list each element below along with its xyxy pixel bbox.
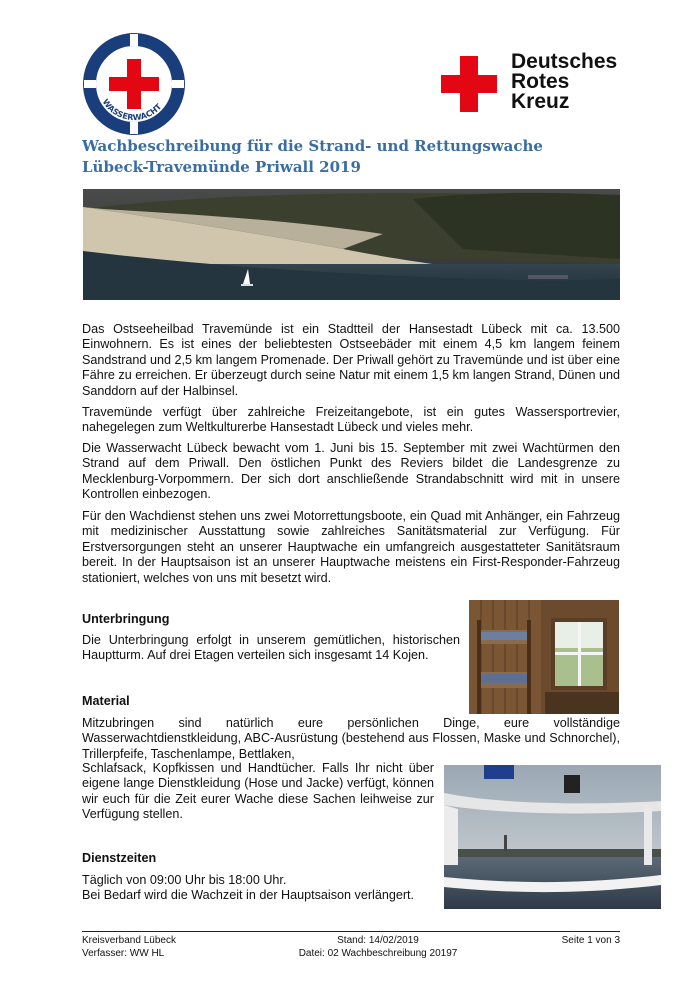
dienstzeiten-line-2: Bei Bedarf wird die Wachzeit in der Hauptsaison verlängert.	[82, 888, 415, 903]
unterbringung-text: Die Unterbringung erfolgt in unserem gemütlichen, historischen Hauptturm. Auf drei Etagen verteilen sich insgesamt 14 Kojen.	[82, 633, 460, 663]
material-text-2: Schlafsack, Kopfkissen und Handtücher. Falls Ihr nicht über eigene lange Dienstkleidung (Hose und Jacke) verfügt, können wir euch für die Zeit eurer Wache diese Sachen leihweise zur Verfügung stellen.	[82, 761, 434, 822]
drk-logo-text	[511, 52, 617, 112]
equipment-paragraph: Für den Wachdienst stehen uns zwei Motorrettungsboote, ein Quad mit Anhänger, ein Fahrzeug mit medizinischer Ausstattung sowie zahlreiches Sanitätsmaterial zur Verfügung. Für Erstversorgungen steht an unserer Hauptwache ein umfangreich ausgestatteter Sanitätsraum bereit. In der Hauptsaison ist an unserer Hauptwache meistens ein First-Responder-Fahrzeug stationiert, welches von uns mit besetzt wird.	[82, 509, 620, 585]
footer-page-number: Seite 1 von 3	[561, 935, 620, 946]
footer-middle	[268, 934, 488, 960]
dienstzeiten-line-1: Täglich von 09:00 Uhr bis 18:00 Uhr.	[82, 873, 287, 887]
intro-paragraph: Das Ostseeheilbad Travemünde ist ein Stadtteil der Hansestadt Lübeck mit ca. 13.500 Einwohnern. Es ist eines der beliebtesten Ostseebäder mit einem 4,5 km langem feinem Sandstrand und 2,5 km langem Promenade. Der Priwall gehört zu Travemünde und ist über eine Fähre zu erreichen. Er überzeugt durch seine Natur mit einem 1,5 km langen Strand, Dünen und Sanddorn auf der Halbinsel.	[82, 322, 620, 398]
dienstzeiten-text	[82, 873, 462, 904]
aerial-beach-photo	[83, 189, 620, 300]
section-heading-dienstzeiten: Dienstzeiten	[82, 851, 157, 865]
boat-harbor-photo	[444, 765, 661, 909]
drk-line-2: Rotes	[511, 70, 570, 93]
footer-date: Stand: 14/02/2019	[337, 935, 419, 946]
footer-divider	[82, 931, 620, 932]
page-title	[82, 136, 622, 178]
footer-organization: Kreisverband Lübeck	[82, 935, 176, 946]
material-text-1: Mitzubringen sind natürlich eure persönlichen Dinge, eure vollständige Wasserwachtdienstkleidung, ABC-Ausrüstung (bestehend aus Flossen, Maske und Schnorchel), Trillerpfeife, Taschenlampe, Bettlaken,	[82, 716, 620, 761]
footer-author: Verfasser: WW HL	[82, 948, 165, 959]
footer-file: Datei: 02 Wachbeschreibung 20197	[298, 948, 458, 959]
section-heading-unterbringung: Unterbringung	[82, 612, 170, 626]
red-cross-icon	[441, 56, 497, 112]
leisure-paragraph: Travemünde verfügt über zahlreiche Freizeitangebote, ist ein gutes Wassersportrevier, nahegelegen zum Weltkulturerbe Hansestadt Lübeck und vieles mehr.	[82, 405, 620, 435]
bunk-room-photo	[469, 600, 619, 714]
footer-right	[520, 934, 620, 947]
drk-line-3: Kreuz	[511, 90, 570, 113]
footer-left	[82, 934, 176, 960]
guard-paragraph: Die Wasserwacht Lübeck bewacht vom 1. Juni bis 15. September mit zwei Wachtürmen den Strand auf dem Priwall. Den östlichen Punkt des Reviers bildet die Landesgrenze zu Mecklenburg-Vorpommern. Der sich dort anschließende Strandabschnitt wird mit in unsere Kontrollen einbezogen.	[82, 441, 620, 502]
title-line-1: Wachbeschreibung für die Strand- und Rettungswache	[82, 137, 543, 155]
wasserwacht-logo-text: WASSERWACHT	[100, 97, 164, 123]
section-heading-material: Material	[82, 694, 130, 708]
title-line-2: Lübeck-Travemünde Priwall 2019	[82, 158, 361, 176]
drk-line-1: Deutsches	[511, 50, 618, 73]
wasserwacht-logo	[82, 32, 186, 136]
